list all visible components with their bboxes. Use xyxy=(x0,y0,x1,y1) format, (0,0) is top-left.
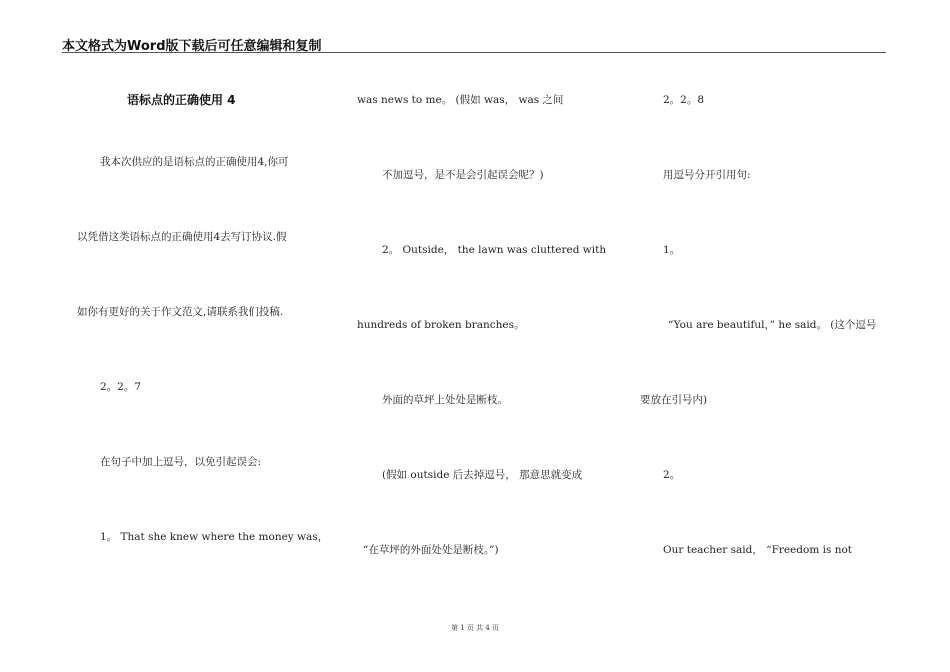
text-line: hundreds of broken branches。 xyxy=(357,319,525,331)
text-line: 不加逗号，是不是会引起误会呢？) xyxy=(382,169,544,181)
text-line: (假如 outside 后去掉逗号， 那意思就变成 xyxy=(382,469,583,481)
column-2 xyxy=(330,0,630,672)
text-line: 我本次供应的是语标点的正确使用4,你可 xyxy=(100,156,289,168)
text-line: 2。 Outside， the lawn was cluttered with xyxy=(382,244,607,256)
column-1 xyxy=(0,0,330,672)
text-line: “You are beautiful，” he said。 (这个逗号 xyxy=(668,319,877,331)
text-line: 2。2。7 xyxy=(100,381,142,393)
page-number: 第 1 页 共 4 页 xyxy=(450,624,500,632)
text-line: 外面的草坪上处处是断枝。 xyxy=(382,394,508,406)
text-line: 1。 xyxy=(663,244,681,256)
text-line: 在句子中加上逗号，以免引起误会: xyxy=(100,456,262,468)
text-line: 如你有更好的关于作文范文,请联系我们投稿. xyxy=(77,306,284,318)
text-line: Our teacher said， “Freedom is not xyxy=(663,544,853,556)
header-title: 本文格式为Word版下载后可任意编辑和复制 xyxy=(62,39,322,54)
document-title: 语标点的正确使用 4 xyxy=(127,93,236,107)
column-3 xyxy=(630,0,950,672)
text-line: was news to me。 (假如 was， was 之间 xyxy=(357,94,564,106)
text-line: 2。2。8 xyxy=(663,94,705,106)
text-line: 要放在引号内) xyxy=(640,394,708,406)
text-line: “在草坪的外面处处是断枝。”) xyxy=(363,544,499,556)
text-line: 以凭借这类语标点的正确使用4去写订协议.假 xyxy=(77,231,287,243)
text-line: 1。 That she knew where the money was， xyxy=(100,531,329,543)
text-line: 2。 xyxy=(663,469,681,481)
text-line: 用逗号分开引用句: xyxy=(663,169,751,181)
